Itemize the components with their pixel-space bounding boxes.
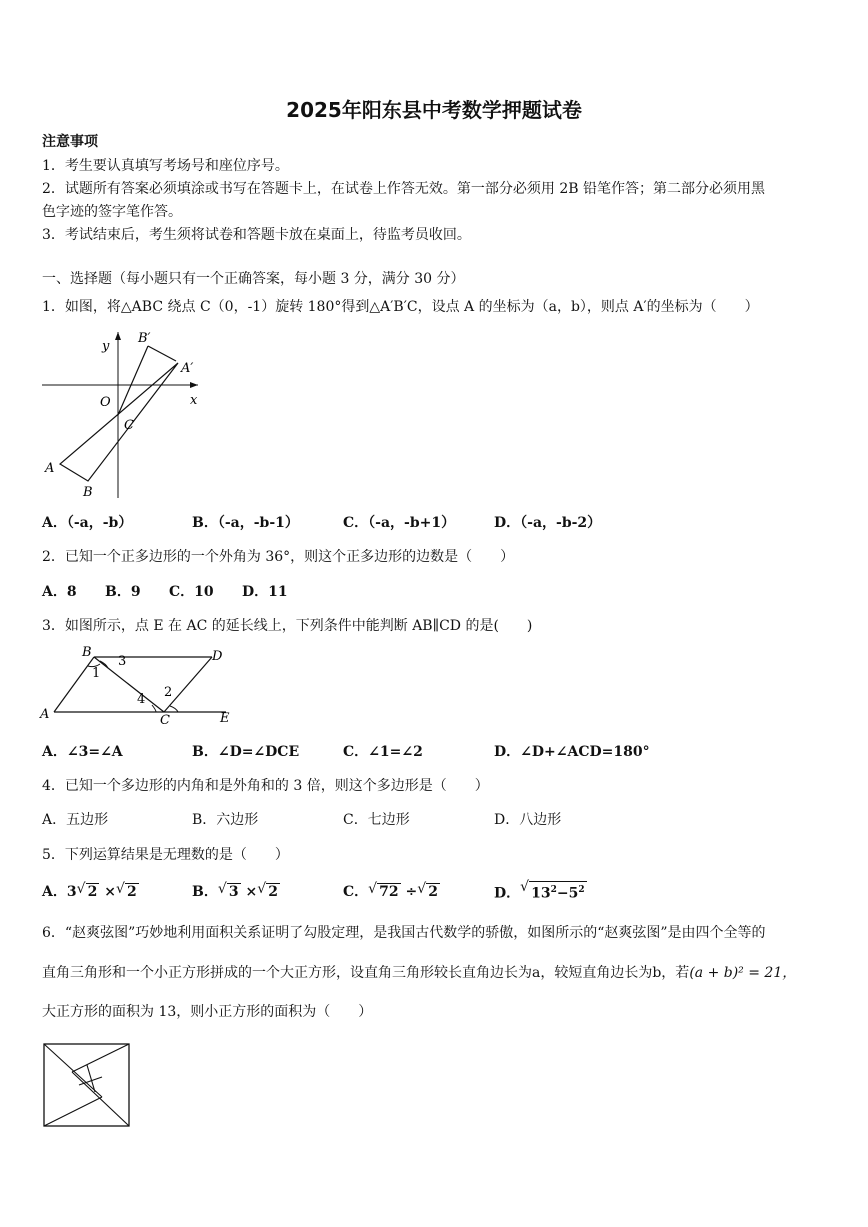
section-heading: 一、选择题（每小题只有一个正确答案，每小题 3 分，满分 30 分） xyxy=(42,271,465,287)
q1-option-c[interactable]: C．（-a，-b+1） xyxy=(343,515,456,531)
q1-label-bprime: B′ xyxy=(138,331,151,346)
q3-label-a: A xyxy=(40,707,50,722)
q3-label-e: E xyxy=(220,711,230,726)
q1-label-b: B xyxy=(83,485,93,500)
notice-item: 1．考生要认真填写考场号和座位序号。 xyxy=(42,158,289,174)
q5-option-d[interactable]: D． √ $13^2-5^2$ xyxy=(494,879,585,902)
notice-heading: 注意事项 xyxy=(42,134,98,150)
q1-label-a: A xyxy=(45,461,55,476)
q4-option-c[interactable]: C．七边形 xyxy=(343,812,410,828)
q6-line3: 大正方形的面积为 13，则小正方形的面积为（ ） xyxy=(42,1004,373,1020)
notice-item: 3．考试结束后，考生须将试卷和答题卡放在桌面上，待监考员收回。 xyxy=(42,227,471,243)
q3-label-c: C xyxy=(160,713,170,728)
q2-options xyxy=(42,581,342,601)
q4-option-b[interactable]: B．六边形 xyxy=(192,812,259,828)
q1-label-c: C xyxy=(124,418,134,433)
q1-option-d[interactable]: D．（-a，-b-2） xyxy=(494,515,602,531)
q5-option-c[interactable]: C． √ 72 ÷ √ 2 xyxy=(343,881,438,900)
q3-figure xyxy=(38,644,238,726)
q4-option-d[interactable]: D．八边形 xyxy=(494,812,562,828)
q1-label-y: y xyxy=(102,339,110,354)
q1-options xyxy=(42,512,742,532)
q1-stem: 1．如图，将△ABC 绕点 C（0，-1）旋转 180°得到△A′B′C，设点 A 的坐标为（a，b），则点 A′的坐标为（ ） xyxy=(42,299,759,315)
q2-option-c[interactable]: C．10 xyxy=(169,584,214,600)
q1-option-b[interactable]: B．（-a，-b-1） xyxy=(192,515,299,531)
q3-stem: 3．如图所示，点 E 在 AC 的延长线上，下列条件中能判断 AB∥CD 的是( ) xyxy=(42,618,533,634)
q4-options xyxy=(42,809,742,829)
q2-stem: 2．已知一个正多边形的一个外角为 36°，则这个正多边形的边数是（ ） xyxy=(42,549,515,565)
q3-option-b[interactable]: B．∠D=∠DCE xyxy=(192,744,300,760)
q6-formula: (a + b)² = 21， xyxy=(689,965,797,981)
q6-line1: 6．“赵爽弦图”巧妙地利用面积关系证明了勾股定理，是我国古代数学的骄傲，如图所示的“赵爽弦图”是由四个全等的 xyxy=(42,925,766,941)
notice-item: 色字迹的签字笔作答。 xyxy=(42,204,182,220)
q3-label-d: D xyxy=(212,649,223,664)
q1-option-a[interactable]: A．（-a，-b） xyxy=(42,515,133,531)
q3-label-b: B xyxy=(82,645,92,660)
q5-options xyxy=(42,881,742,905)
q2-option-d[interactable]: D．11 xyxy=(242,584,288,600)
q3-angle-1: 1 xyxy=(92,666,101,681)
q6-figure-zhao-shuang xyxy=(42,1042,132,1128)
q2-option-a[interactable]: A．8 xyxy=(42,584,77,600)
q3-angle-4: 4 xyxy=(137,692,146,707)
q1-label-x: x xyxy=(190,393,198,408)
q4-stem: 4．已知一个多边形的内角和是外角和的 3 倍，则这个多边形是（ ） xyxy=(42,778,489,794)
q3-angle-2: 2 xyxy=(164,685,173,700)
q5-option-b[interactable]: B． √ 3 × √ 2 xyxy=(192,881,278,900)
q1-figure xyxy=(40,328,210,503)
q1-label-o: O xyxy=(100,395,111,410)
q2-option-b[interactable]: B．9 xyxy=(105,584,141,600)
q3-angle-3: 3 xyxy=(118,654,127,669)
q3-option-d[interactable]: D．∠D+∠ACD=180° xyxy=(494,744,650,760)
q1-label-aprime: A′ xyxy=(181,361,194,376)
q4-option-a[interactable]: A．五边形 xyxy=(42,812,109,828)
q3-option-a[interactable]: A．∠3=∠A xyxy=(42,744,123,760)
q6-line2: 直角三角形和一个小正方形拼成的一个大正方形，设直角三角形较长直角边长为a，较短直角边长为b，若(a + b)² = 21， xyxy=(42,965,797,981)
q5-stem: 5．下列运算结果是无理数的是（ ） xyxy=(42,847,289,863)
notice-item: 2．试题所有答案必须填涂或书写在答题卡上，在试卷上作答无效。第一部分必须用 2B 铅笔作答；第二部分必须用黑 xyxy=(42,181,765,197)
exam-title: 2025年阳东县中考数学押题试卷 xyxy=(286,98,582,122)
q3-options xyxy=(42,741,742,761)
q5-option-a[interactable]: A．3 √ 2 × √ 2 xyxy=(42,881,137,900)
q3-option-c[interactable]: C．∠1=∠2 xyxy=(343,744,423,760)
